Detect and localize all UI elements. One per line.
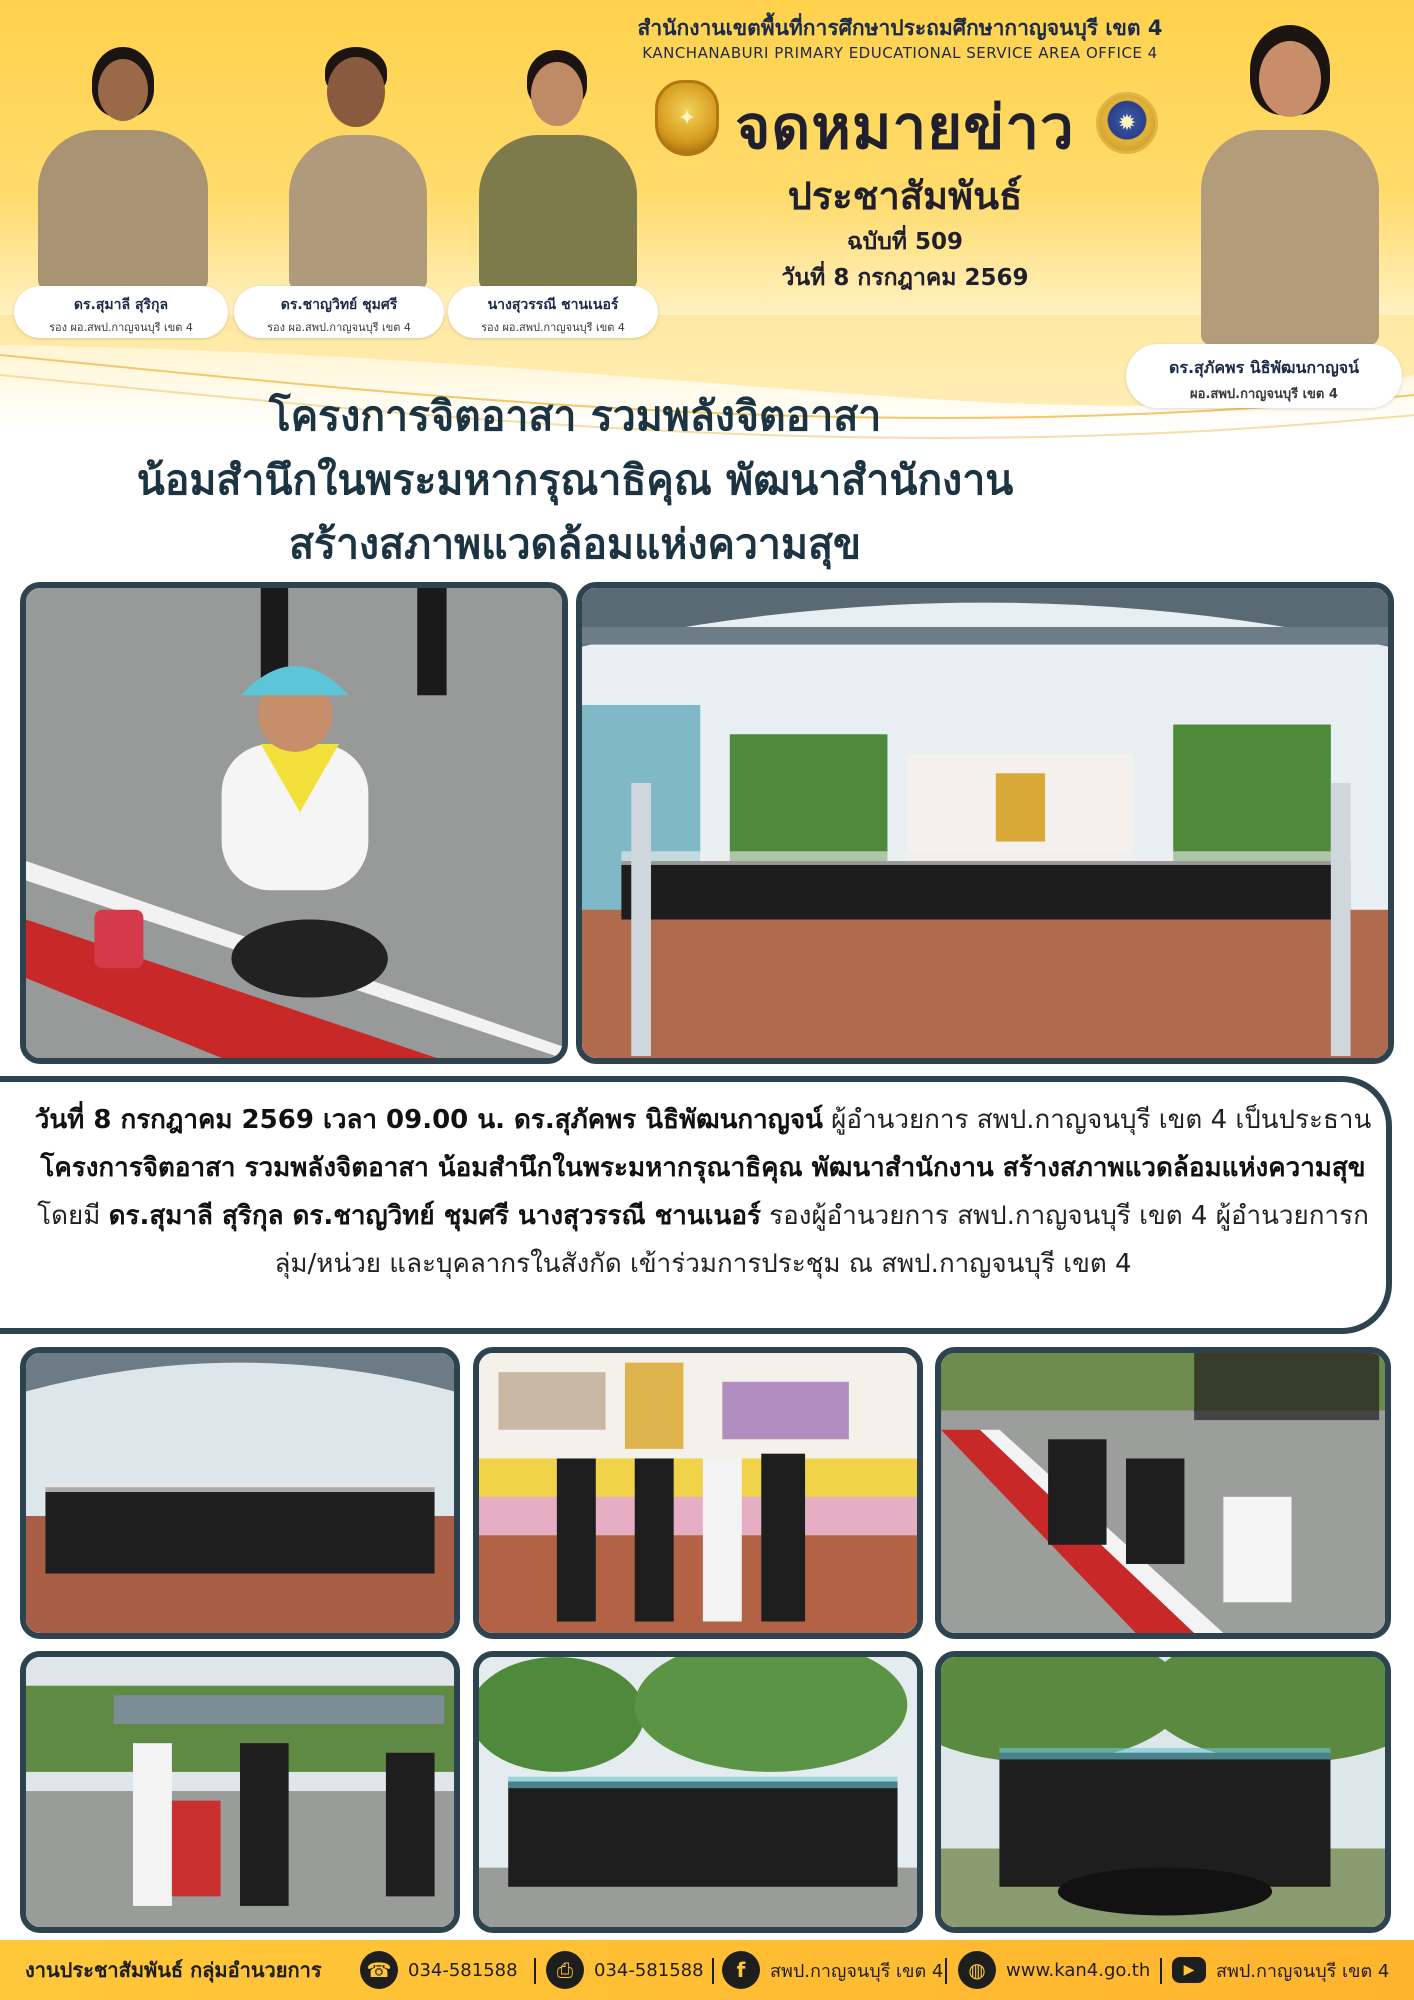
executive-role: รอง ผอ.สพป.กาญจนบุรี เขต 4 — [267, 321, 411, 334]
news-description — [28, 1096, 1378, 1288]
newsletter-subtitle: ประชาสัมพันธ์ — [787, 174, 1023, 218]
youtube-icon: ▶ — [1172, 1957, 1206, 1983]
footer-facebook[interactable] — [722, 1940, 943, 2000]
footer-divider — [712, 1958, 714, 1984]
executive-name: ดร.สุมาลี สุริกุล — [73, 297, 169, 313]
description-project: โครงการจิตอาสา รวมพลังจิตอาสา น้อมสำนึกในพระมหากรุณาธิคุณ พัฒนาสำนักงาน สร้างสภาพแวดล้อมแห่งความสุข — [40, 1153, 1366, 1183]
photo-carrying-bin — [20, 1651, 460, 1933]
footer-divider — [534, 1958, 536, 1984]
executive-role: รอง ผอ.สพป.กาญจนบุรี เขต 4 — [49, 321, 193, 334]
footer-fax[interactable] — [546, 1940, 704, 2000]
issue-date: วันที่ 8 กรกฎาคม 2569 — [781, 265, 1029, 291]
footer-divider — [1160, 1958, 1162, 1984]
obec-emblem-icon: ✹ — [1096, 92, 1158, 154]
description-deputies: ดร.สุมาลี สุริกุล ดร.ชาญวิทย์ ชุมศรี นางสุวรรณี ชานเนอร์ — [108, 1201, 761, 1231]
footer-pr-unit: งานประชาสัมพันธ์ กลุ่มอำนวยการ — [25, 1958, 322, 1982]
project-title-line-1: โครงการจิตอาสา รวมพลังจิตอาสา — [268, 392, 882, 440]
director-name: ดร.สุภัคพร นิธิพัฒนกาญจน์ — [1168, 358, 1360, 377]
executive-namecard-2 — [234, 286, 444, 338]
executive-portrait-2 — [285, 45, 430, 290]
footer-divider — [945, 1958, 947, 1984]
executive-portrait-1 — [30, 45, 215, 290]
footer-phone-number: 034-581588 — [408, 1959, 518, 1981]
executive-namecard-1 — [14, 286, 228, 338]
executive-role: รอง ผอ.สพป.กาญจนบุรี เขต 4 — [481, 321, 625, 334]
description-text-3: รองผู้อำนวยการ สพป.กาญจนบุรี เขต 4 ผู้อำนวยการกลุ่ม/หน่วย และบุคลากรในสังกัด เข้าร่วมการประชุม ณ สพป.กาญจนบุรี เขต 4 — [274, 1201, 1369, 1279]
description-text-2: โดยมี — [37, 1201, 109, 1231]
director-portrait — [1195, 25, 1385, 345]
printer-icon: ⎙ — [546, 1951, 584, 1989]
director-namecard — [1126, 344, 1402, 408]
newsletter-title: จดหมายข่าว — [735, 93, 1075, 163]
project-title-line-2: น้อมสำนึกในพระมหากรุณาธิคุณ พัฒนาสำนักงาน — [136, 456, 1014, 504]
ministry-seal-icon: ✦ — [655, 80, 719, 156]
globe-icon: ◍ — [958, 1951, 996, 1989]
footer-youtube[interactable] — [1172, 1940, 1389, 2000]
photo-group-under-pavilion — [576, 582, 1394, 1064]
footer-youtube-channel: สพป.กาญจนบุรี เขต 4 — [1216, 1960, 1390, 1982]
project-title-line-3: สร้างสภาพแวดล้อมแห่งความสุข — [288, 520, 862, 568]
footer-facebook-page: สพป.กาญจนบุรี เขต 4 — [770, 1960, 944, 1982]
issue-number: ฉบับที่ 509 — [846, 229, 964, 255]
photo-volunteer-painting-curb — [20, 582, 568, 1064]
office-name-thai: สำนักงานเขตพื้นที่การศึกษาประถมศึกษากาญจนบุรี เขต 4 — [637, 16, 1163, 40]
photo-staff-sweeping-hall — [20, 1347, 460, 1639]
phone-icon: ☎ — [360, 1951, 398, 1989]
footer-website-url: www.kan4.go.th — [1006, 1959, 1151, 1981]
director-role: ผอ.สพป.กาญจนบุรี เขต 4 — [1190, 387, 1338, 402]
news-description-box — [0, 1076, 1392, 1334]
facebook-icon: f — [722, 1951, 760, 1989]
photo-group-outdoor-trees — [473, 1651, 923, 1933]
newsletter-footer — [0, 1940, 1414, 2000]
photo-painting-curb-group — [935, 1347, 1391, 1639]
executive-name: ดร.ชาญวิทย์ ชุมศรี — [280, 297, 398, 313]
footer-website[interactable] — [958, 1940, 1150, 2000]
executive-namecard-3 — [448, 286, 658, 338]
office-name-english: KANCHANABURI PRIMARY EDUCATIONAL SERVICE AREA OFFICE 4 — [642, 44, 1158, 62]
executive-portrait-3 — [475, 50, 640, 290]
footer-phone[interactable] — [360, 1940, 518, 2000]
executive-name: นางสุวรรณี ชานเนอร์ — [487, 297, 619, 313]
footer-fax-number: 034-581588 — [594, 1959, 704, 1981]
photo-executives-with-brooms — [473, 1347, 923, 1639]
photo-group-garbage-bags — [935, 1651, 1391, 1933]
description-lead: วันที่ 8 กรกฎาคม 2569 เวลา 09.00 น. ดร.สุภัคพร นิธิพัฒนกาญจน์ — [34, 1105, 823, 1135]
description-text-1: ผู้อำนวยการ สพป.กาญจนบุรี เขต 4 เป็นประธาน — [822, 1105, 1372, 1135]
